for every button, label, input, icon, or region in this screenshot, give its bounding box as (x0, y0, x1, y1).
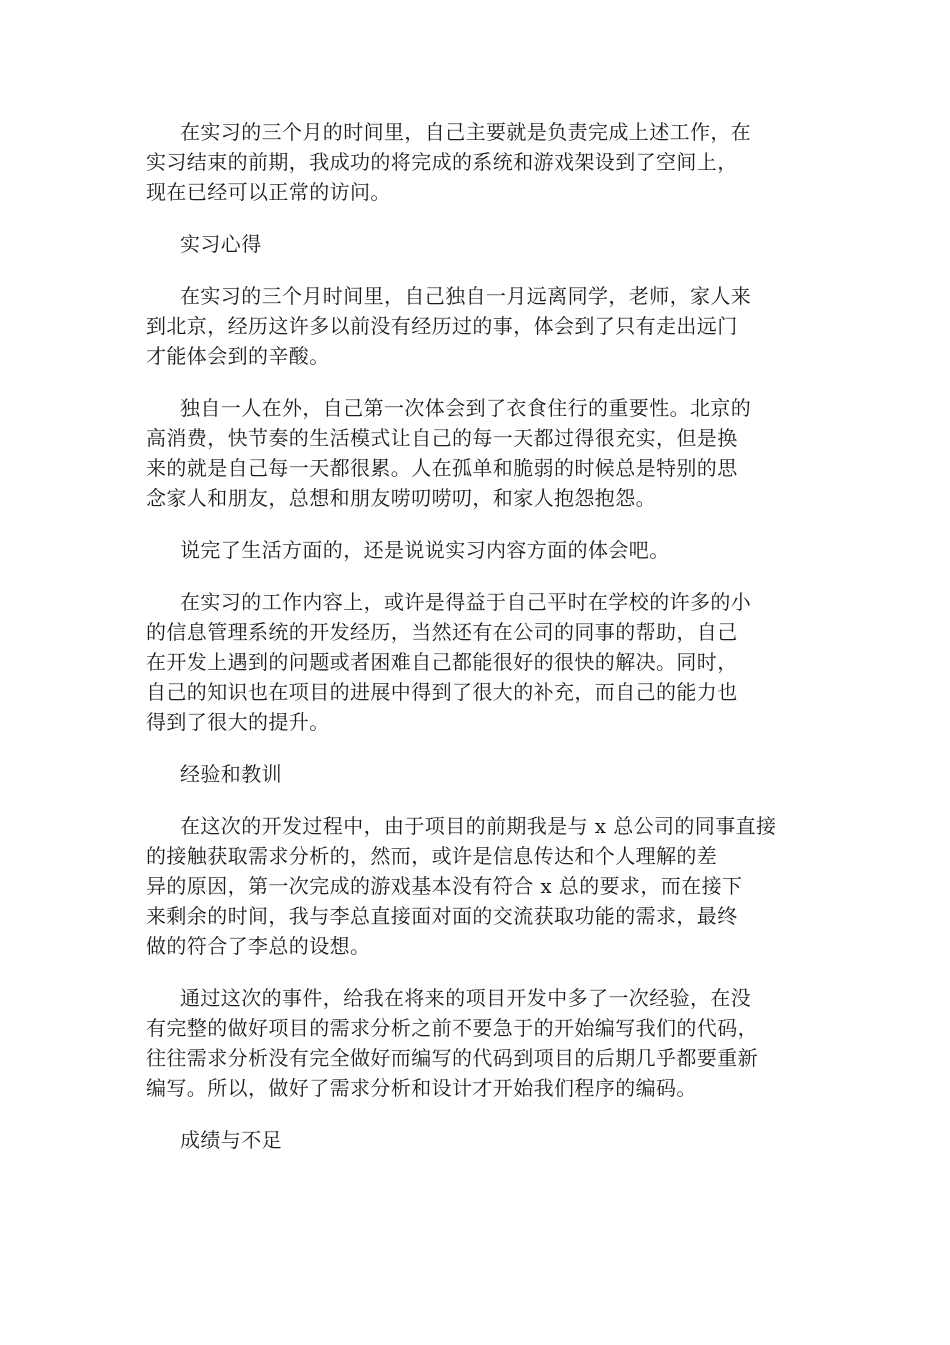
text-line: 高消费，快节奏的生活模式让自己的每一天都过得很充实，但是换 (146, 426, 738, 450)
text-line: 的信息管理系统的开发经历，当然还有在公司的同事的帮助，自己 (146, 620, 738, 644)
paragraph (146, 811, 790, 961)
text-line: 编写。所以，做好了需求分析和设计才开始我们程序的编码。 (146, 1076, 697, 1100)
text-line: 来剩余的时间，我与李总直接面对面的交流获取功能的需求，最终 (146, 904, 738, 928)
text-line: 到北京，经历这许多以前没有经历过的事，体会到了只有走出远门 (146, 314, 738, 338)
text-line: 在这次的开发过程中，由于项目的前期我是与 x 总公司的同事直接 (180, 814, 777, 838)
text-line: 才能体会到的辛酸。 (146, 344, 330, 368)
text-line: 有完整的做好项目的需求分析之前不要急于的开始编写我们的代码， (146, 1016, 758, 1040)
text-line: 往往需求分析没有完全做好而编写的代码到项目的后期几乎都要重新 (146, 1046, 758, 1070)
text-line: 在开发上遇到的问题或者困难自己都能很好的很快的解决。同时， (146, 650, 738, 674)
text-line: 独自一人在外，自己第一次体会到了衣食住行的重要性。北京的 (180, 396, 752, 420)
text-line: 做的符合了李总的设想。 (146, 934, 371, 958)
text-line: 现在已经可以正常的访问。 (146, 180, 391, 204)
paragraph (146, 535, 790, 565)
text-line: 来的就是自己每一天都很累。人在孤单和脆弱的时候总是特别的思 (146, 456, 738, 480)
paragraph (146, 587, 790, 737)
section-heading: 经验和教训 (180, 762, 282, 786)
text-line: 实习结束的前期，我成功的将完成的系统和游戏架设到了空间上， (146, 150, 738, 174)
text-line: 自己的知识也在项目的进展中得到了很大的补充，而自己的能力也 (146, 680, 738, 704)
text-line: 在实习的三个月的时间里，自己主要就是负责完成上述工作，在 (180, 120, 752, 144)
text-line: 说完了生活方面的，还是说说实习内容方面的体会吧。 (180, 538, 670, 562)
paragraph (146, 117, 790, 207)
text-line: 通过这次的事件，给我在将来的项目开发中多了一次经验，在没 (180, 986, 752, 1010)
section-heading: 成绩与不足 (180, 1128, 282, 1152)
text-line: 异的原因，第一次完成的游戏基本没有符合 x 总的要求，而在接下 (146, 874, 743, 898)
paragraph (146, 281, 790, 371)
text-line: 在实习的工作内容上，或许是得益于自己平时在学校的许多的小 (180, 590, 752, 614)
section-heading: 实习心得 (180, 232, 262, 256)
paragraph (146, 983, 790, 1103)
text-line: 得到了很大的提升。 (146, 710, 330, 734)
text-line: 的接触获取需求分析的，然而，或许是信息传达和个人理解的差 (146, 844, 718, 868)
paragraph (146, 393, 790, 513)
text-line: 在实习的三个月时间里，自己独自一月远离同学，老师，家人来 (180, 284, 752, 308)
text-line: 念家人和朋友，总想和朋友唠叨唠叨，和家人抱怨抱怨。 (146, 486, 656, 510)
